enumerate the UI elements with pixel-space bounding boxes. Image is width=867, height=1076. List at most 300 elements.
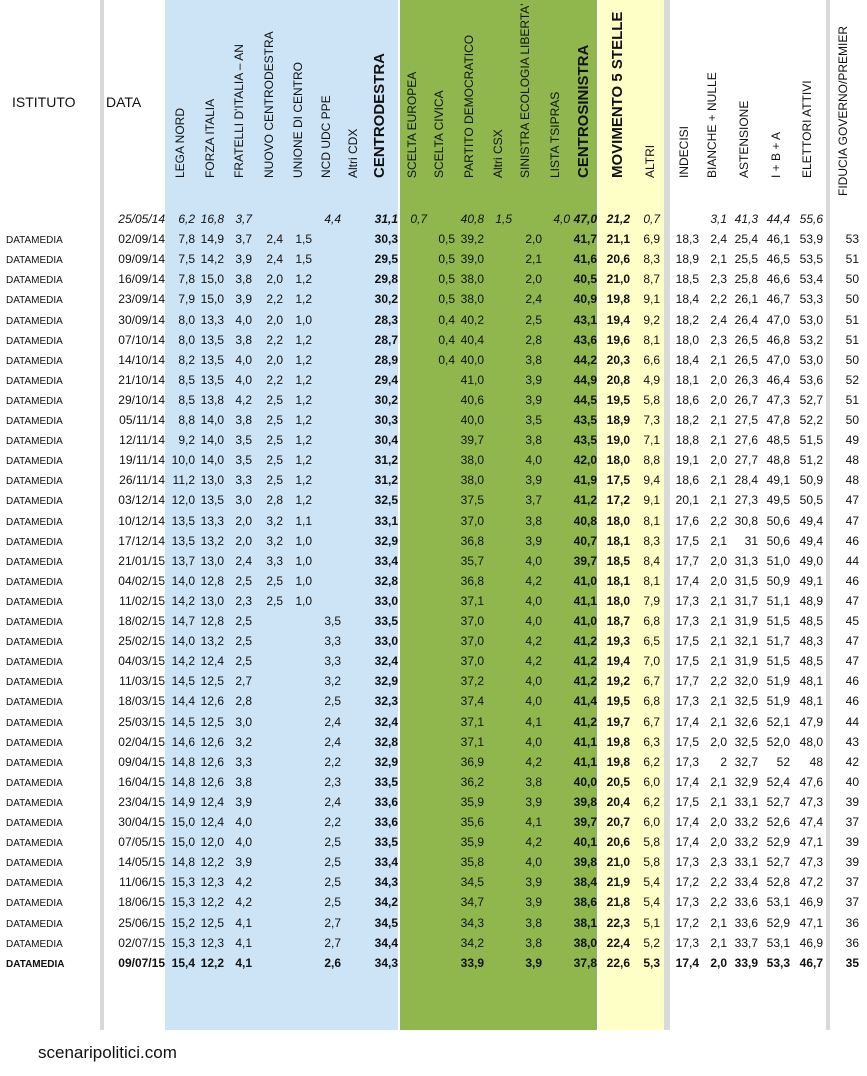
- value-cell: 2,4: [324, 734, 341, 749]
- column-header: SCELTA EUROPEA: [405, 71, 419, 178]
- value-cell: 32,1: [734, 634, 758, 649]
- istituto-cell: DATAMEDIA: [6, 275, 63, 287]
- value-cell: 0,5: [438, 232, 455, 247]
- value-cell: 8,8: [178, 413, 195, 427]
- value-cell: 32,9: [374, 533, 398, 548]
- value-cell: 18,0: [675, 332, 699, 347]
- value-cell: 18,0: [606, 453, 630, 468]
- value-cell: 46,6: [766, 272, 790, 287]
- value-cell: 47: [845, 654, 859, 669]
- date-cell: 18/06/15: [118, 895, 165, 910]
- value-cell: 6,0: [643, 774, 660, 789]
- value-cell: 2,7: [324, 915, 341, 930]
- value-cell: 2,3: [235, 593, 252, 608]
- value-cell: 6,2: [643, 794, 660, 809]
- value-cell: 33,5: [374, 614, 398, 628]
- value-cell: 47,3: [766, 392, 790, 407]
- value-cell: 4,2: [235, 392, 252, 407]
- value-cell: 9,4: [643, 473, 660, 488]
- table-row: [0, 691, 867, 711]
- value-cell: 1,2: [295, 332, 312, 347]
- value-cell: 33,6: [374, 815, 398, 829]
- value-cell: 41,2: [573, 714, 597, 729]
- value-cell: 50,6: [766, 513, 790, 528]
- value-cell: 8,2: [178, 352, 195, 367]
- value-cell: 35,9: [460, 835, 484, 850]
- value-cell: 49,0: [799, 553, 823, 568]
- value-cell: 52: [776, 754, 790, 769]
- value-cell: 4,4: [324, 212, 341, 226]
- istituto-cell: DATAMEDIA: [6, 838, 63, 850]
- value-cell: 3,9: [525, 372, 542, 387]
- value-cell: 14,5: [171, 714, 195, 729]
- value-cell: 2,5: [266, 573, 283, 588]
- table-row: [0, 792, 867, 812]
- value-cell: 44: [845, 553, 859, 568]
- table-row: [0, 591, 867, 611]
- value-cell: 33,6: [734, 915, 758, 930]
- value-cell: 3,3: [324, 634, 341, 649]
- value-cell: 26,1: [734, 292, 758, 307]
- value-cell: 37,4: [460, 694, 484, 709]
- value-cell: 4,2: [525, 654, 542, 669]
- value-cell: 3,9: [235, 855, 252, 870]
- value-cell: 40,9: [573, 292, 597, 307]
- value-cell: 42: [845, 754, 859, 769]
- value-cell: 2,4: [235, 553, 252, 568]
- value-cell: 13,0: [200, 553, 224, 568]
- value-cell: 50,5: [799, 493, 823, 508]
- value-cell: 18,5: [675, 272, 699, 287]
- value-cell: 31,7: [734, 593, 758, 608]
- value-cell: 45: [845, 614, 859, 628]
- value-cell: 37,0: [460, 614, 484, 628]
- value-cell: 26,5: [734, 332, 758, 347]
- date-cell: 04/03/15: [118, 654, 165, 669]
- istituto-cell: DATAMEDIA: [6, 878, 63, 890]
- date-cell: 16/04/15: [118, 774, 165, 789]
- value-cell: 3,3: [266, 553, 283, 568]
- value-cell: 2,1: [710, 252, 727, 267]
- value-cell: 1,0: [295, 553, 312, 568]
- value-cell: 3,3: [235, 473, 252, 488]
- date-cell: 11/03/15: [119, 674, 165, 689]
- value-cell: 35: [845, 955, 859, 970]
- value-cell: 3,5: [324, 614, 341, 628]
- value-cell: 4,2: [525, 835, 542, 850]
- date-cell: 21/01/15: [118, 553, 165, 568]
- date-cell: 29/10/14: [118, 392, 165, 407]
- value-cell: 47,1: [799, 835, 823, 850]
- value-cell: 41,3: [734, 212, 758, 226]
- value-cell: 39,8: [573, 794, 597, 809]
- value-cell: 47,3: [799, 855, 823, 870]
- value-cell: 26,3: [734, 372, 758, 387]
- value-cell: 4,1: [235, 955, 252, 970]
- value-cell: 18,9: [606, 413, 630, 427]
- value-cell: 53,0: [799, 352, 823, 367]
- date-cell: 05/11/14: [119, 413, 165, 427]
- value-cell: 30,2: [374, 392, 398, 407]
- value-cell: 11,2: [172, 473, 195, 488]
- istituto-cell: DATAMEDIA: [6, 416, 63, 427]
- value-cell: 9,2: [178, 433, 195, 448]
- value-cell: 15,3: [171, 875, 195, 890]
- table-row: [0, 631, 867, 651]
- value-cell: 21,2: [606, 212, 630, 226]
- value-cell: 1,0: [295, 593, 312, 608]
- value-cell: 12,6: [200, 694, 224, 709]
- value-cell: 28,3: [374, 312, 398, 327]
- value-cell: 5,8: [643, 855, 660, 870]
- value-cell: 41,0: [460, 372, 484, 387]
- value-cell: 34,3: [460, 915, 484, 930]
- value-cell: 34,2: [460, 935, 484, 950]
- value-cell: 0,5: [438, 272, 455, 287]
- value-cell: 6,7: [643, 674, 660, 689]
- value-cell: 15,4: [171, 955, 195, 970]
- value-cell: 50,9: [799, 473, 823, 488]
- value-cell: 3,8: [525, 935, 542, 950]
- table-row: [0, 712, 867, 732]
- value-cell: 34,3: [374, 955, 398, 970]
- value-cell: 32,3: [374, 694, 398, 709]
- value-cell: 0,5: [438, 252, 455, 267]
- value-cell: 36: [845, 915, 859, 930]
- value-cell: 40,2: [460, 312, 484, 327]
- column-header: Altri CDX: [346, 128, 360, 178]
- value-cell: 6,7: [643, 714, 660, 729]
- value-cell: 17,3: [675, 935, 699, 950]
- value-cell: 2,4: [266, 252, 283, 267]
- value-cell: 38,0: [573, 935, 597, 950]
- value-cell: 48,9: [799, 593, 823, 608]
- date-cell: 07/05/15: [118, 835, 165, 850]
- value-cell: 31,5: [734, 573, 758, 588]
- value-cell: 5,3: [643, 955, 660, 970]
- value-cell: 5,2: [643, 935, 660, 950]
- istituto-cell: DATAMEDIA: [6, 858, 63, 870]
- column-header: INDECISI: [677, 125, 691, 178]
- value-cell: 12,5: [200, 915, 224, 930]
- istituto-cell: DATAMEDIA: [6, 355, 63, 367]
- value-cell: 2,5: [266, 453, 283, 468]
- value-cell: 2,5: [266, 433, 283, 448]
- value-cell: 38,0: [460, 473, 484, 488]
- value-cell: 17,2: [675, 915, 699, 930]
- value-cell: 32,5: [734, 694, 758, 709]
- table-row: [0, 571, 867, 591]
- value-cell: 5,8: [643, 835, 660, 850]
- date-cell: 02/09/14: [118, 232, 165, 247]
- value-cell: 3,9: [525, 895, 542, 910]
- value-cell: 2,5: [235, 614, 252, 628]
- istituto-cell: DATAMEDIA: [6, 476, 63, 488]
- value-cell: 2,4: [324, 794, 341, 809]
- value-cell: 49,4: [799, 513, 823, 528]
- value-cell: 7,9: [178, 292, 195, 307]
- table-row: [0, 450, 867, 470]
- value-cell: 47,9: [799, 714, 823, 729]
- value-cell: 17,3: [675, 694, 699, 709]
- value-cell: 2,5: [324, 875, 341, 890]
- table-row: [0, 511, 867, 531]
- value-cell: 3,0: [235, 714, 252, 729]
- value-cell: 39,7: [573, 553, 597, 568]
- column-header: ELETTORI ATTIVI: [800, 80, 814, 178]
- date-cell: 09/04/15: [118, 754, 165, 769]
- value-cell: 8,5: [178, 372, 195, 387]
- value-cell: 2,3: [324, 774, 341, 789]
- value-cell: 2,1: [710, 593, 727, 608]
- value-cell: 47,2: [799, 875, 823, 890]
- value-cell: 38,0: [460, 292, 484, 307]
- value-cell: 14,4: [171, 694, 195, 709]
- value-cell: 6,6: [643, 352, 660, 367]
- value-cell: 53,1: [766, 935, 790, 950]
- value-cell: 2,2: [710, 875, 727, 890]
- table-row: [0, 953, 867, 973]
- date-cell: 04/02/15: [118, 573, 165, 588]
- value-cell: 4,0: [525, 855, 542, 870]
- value-cell: 15,0: [171, 815, 195, 829]
- value-cell: 4,0: [525, 593, 542, 608]
- value-cell: 31,3: [734, 553, 758, 568]
- value-cell: 17,3: [675, 614, 699, 628]
- value-cell: 38,4: [573, 875, 597, 890]
- value-cell: 7,1: [643, 433, 660, 448]
- value-cell: 53,4: [799, 272, 823, 287]
- value-cell: 37,0: [460, 513, 484, 528]
- value-cell: 28,9: [374, 352, 398, 367]
- value-cell: 19,4: [606, 312, 630, 327]
- istituto-cell: DATAMEDIA: [6, 255, 63, 267]
- value-cell: 3,9: [525, 794, 542, 809]
- value-cell: 17,5: [675, 634, 699, 649]
- value-cell: 2,5: [235, 634, 252, 649]
- value-cell: 4,0: [553, 212, 570, 226]
- istituto-cell: DATAMEDIA: [6, 295, 63, 307]
- date-cell: 25/06/15: [118, 915, 165, 930]
- value-cell: 22,4: [606, 935, 630, 950]
- value-cell: 17,5: [675, 794, 699, 809]
- value-cell: 4,2: [525, 634, 542, 649]
- value-cell: 2,0: [525, 232, 542, 247]
- value-cell: 15,0: [200, 292, 224, 307]
- value-cell: 39,2: [460, 232, 484, 247]
- value-cell: 53,0: [799, 312, 823, 327]
- table-row: [0, 289, 867, 309]
- value-cell: 2,2: [266, 292, 283, 307]
- value-cell: 32,8: [374, 573, 398, 588]
- value-cell: 13,3: [200, 513, 224, 528]
- value-cell: 14,0: [200, 413, 224, 427]
- value-cell: 4,0: [235, 352, 252, 367]
- value-cell: 18,6: [675, 392, 699, 407]
- value-cell: 17,5: [606, 473, 630, 488]
- istituto-cell: DATAMEDIA: [6, 395, 63, 407]
- value-cell: 30,8: [734, 513, 758, 528]
- value-cell: 50,6: [766, 533, 790, 548]
- value-cell: 5,1: [643, 915, 660, 930]
- table-row: [0, 772, 867, 792]
- value-cell: 47,1: [799, 915, 823, 930]
- table-row: [0, 872, 867, 892]
- value-cell: 41,6: [573, 252, 597, 267]
- value-cell: 27,7: [734, 453, 758, 468]
- value-cell: 3,8: [525, 352, 542, 367]
- column-header: ASTENSIONE: [737, 100, 751, 178]
- value-cell: 19,5: [606, 392, 630, 407]
- value-cell: 40,0: [573, 774, 597, 789]
- value-cell: 33,0: [374, 593, 398, 608]
- value-cell: 43,6: [573, 332, 597, 347]
- value-cell: 51,5: [766, 614, 790, 628]
- value-cell: 37,0: [460, 634, 484, 649]
- value-cell: 32,7: [734, 754, 758, 769]
- value-cell: 3,5: [525, 413, 542, 427]
- value-cell: 33,5: [374, 835, 398, 850]
- value-cell: 41,1: [573, 734, 597, 749]
- value-cell: 1,2: [295, 292, 312, 307]
- value-cell: 2,1: [710, 794, 727, 809]
- value-cell: 2,5: [324, 855, 341, 870]
- value-cell: 14,9: [200, 232, 224, 247]
- date-cell: 25/05/14: [118, 212, 165, 226]
- value-cell: 20,7: [606, 815, 630, 829]
- value-cell: 17,3: [675, 593, 699, 608]
- value-cell: 41,1: [573, 593, 597, 608]
- value-cell: 52,7: [799, 392, 823, 407]
- istituto-cell: DATAMEDIA: [6, 938, 63, 950]
- value-cell: 35,7: [460, 553, 484, 568]
- value-cell: 37: [845, 875, 859, 890]
- value-cell: 1,1: [295, 513, 312, 528]
- value-cell: 18,2: [675, 413, 699, 427]
- value-cell: 17,4: [675, 815, 699, 829]
- value-cell: 21,8: [606, 895, 630, 910]
- value-cell: 43,1: [573, 312, 597, 327]
- value-cell: 2,0: [710, 835, 727, 850]
- value-cell: 2,0: [710, 392, 727, 407]
- value-cell: 41,2: [573, 654, 597, 669]
- value-cell: 2: [720, 754, 727, 769]
- date-cell: 16/09/14: [118, 272, 165, 287]
- value-cell: 34,2: [374, 895, 398, 910]
- value-cell: 2,4: [324, 714, 341, 729]
- value-cell: 14,2: [171, 593, 195, 608]
- value-cell: 40,4: [460, 332, 484, 347]
- date-cell: 12/11/14: [119, 433, 165, 448]
- istituto-cell: DATAMEDIA: [6, 436, 63, 448]
- value-cell: 36,8: [460, 573, 484, 588]
- istituto-cell: DATAMEDIA: [6, 596, 63, 608]
- value-cell: 2,8: [235, 694, 252, 709]
- table-row: [0, 370, 867, 390]
- value-cell: 2,2: [324, 815, 341, 829]
- value-cell: 4,1: [235, 915, 252, 930]
- value-cell: 17,4: [675, 774, 699, 789]
- date-cell: 18/03/15: [118, 694, 165, 709]
- value-cell: 13,5: [200, 372, 224, 387]
- value-cell: 53,1: [766, 895, 790, 910]
- value-cell: 33,9: [734, 955, 758, 970]
- value-cell: 12,4: [200, 794, 224, 809]
- date-cell: 11/06/15: [119, 875, 165, 890]
- value-cell: 3,9: [235, 252, 252, 267]
- value-cell: 46: [845, 674, 859, 689]
- value-cell: 3,2: [266, 533, 283, 548]
- value-cell: 2,2: [324, 754, 341, 769]
- value-cell: 39: [845, 835, 859, 850]
- value-cell: 1,2: [295, 433, 312, 448]
- value-cell: 34,5: [460, 875, 484, 890]
- value-cell: 44,4: [766, 212, 790, 226]
- value-cell: 18,5: [606, 553, 630, 568]
- value-cell: 3,2: [266, 513, 283, 528]
- value-cell: 47,0: [766, 312, 790, 327]
- date-cell: 17/12/14: [118, 533, 165, 548]
- value-cell: 41,9: [573, 473, 597, 488]
- value-cell: 3,9: [525, 533, 542, 548]
- value-cell: 48: [845, 473, 859, 488]
- value-cell: 2,5: [324, 835, 341, 850]
- value-cell: 4,0: [525, 694, 542, 709]
- value-cell: 53,6: [799, 372, 823, 387]
- value-cell: 2,5: [324, 694, 341, 709]
- value-cell: 12,4: [200, 815, 224, 829]
- value-cell: 48,0: [799, 734, 823, 749]
- value-cell: 39,0: [460, 252, 484, 267]
- value-cell: 38,0: [460, 272, 484, 287]
- value-cell: 15,3: [171, 895, 195, 910]
- date-cell: 11/02/15: [119, 593, 165, 608]
- value-cell: 2,1: [710, 473, 727, 488]
- value-cell: 2,2: [710, 674, 727, 689]
- value-cell: 34,4: [374, 935, 398, 950]
- value-cell: 17,4: [675, 835, 699, 850]
- value-cell: 2,0: [710, 955, 727, 970]
- value-cell: 52,0: [766, 734, 790, 749]
- date-cell: 25/03/15: [118, 714, 165, 729]
- value-cell: 0,4: [438, 352, 455, 367]
- value-cell: 47,3: [799, 794, 823, 809]
- value-cell: 47: [845, 634, 859, 649]
- value-cell: 52,6: [766, 815, 790, 829]
- value-cell: 2,0: [235, 533, 252, 548]
- value-cell: 2,4: [266, 232, 283, 247]
- value-cell: 13,0: [200, 473, 224, 488]
- value-cell: 3,5: [235, 453, 252, 468]
- value-cell: 7,8: [178, 272, 195, 287]
- value-cell: 8,3: [643, 533, 660, 548]
- value-cell: 2,5: [266, 593, 283, 608]
- value-cell: 32,4: [374, 714, 398, 729]
- value-cell: 4,0: [525, 734, 542, 749]
- value-cell: 2,0: [235, 513, 252, 528]
- value-cell: 47,0: [573, 212, 597, 226]
- date-cell: 23/09/14: [118, 292, 165, 307]
- value-cell: 31: [744, 533, 758, 548]
- value-cell: 50: [845, 292, 859, 307]
- value-cell: 2,0: [266, 312, 283, 327]
- date-cell: 18/02/15: [118, 614, 165, 628]
- value-cell: 12,5: [200, 714, 224, 729]
- value-cell: 55,6: [799, 212, 823, 226]
- value-cell: 4,2: [525, 754, 542, 769]
- column-header: MOVIMENTO 5 STELLE: [609, 11, 626, 178]
- value-cell: 13,0: [200, 593, 224, 608]
